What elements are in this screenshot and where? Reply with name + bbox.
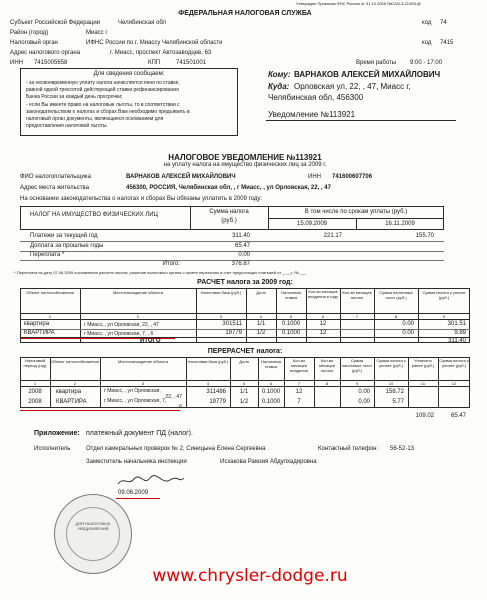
payment-row-sum: 0.00	[238, 252, 250, 258]
recipient-address-line2: Челябинская обл, 456300	[268, 93, 364, 102]
recipient-where-label: Куда:	[268, 82, 290, 91]
calc-col-num: 3	[219, 314, 223, 319]
calc-row-base: 19779	[225, 330, 242, 336]
official-stamp	[54, 494, 132, 574]
recalc-total-due: 65.47	[450, 413, 466, 419]
recalc-col-num: 10	[388, 381, 394, 386]
subject-code: 74	[440, 20, 447, 26]
payment-row-label: Платежи за текущий год	[30, 233, 98, 239]
calc-row-months: 12	[319, 321, 327, 327]
recalc-header: Сумма налога к уплате (руб.)	[376, 358, 406, 368]
recalc-header: Доля	[239, 359, 249, 364]
notice-subtitle: на уплату налога на имущество физических лиц за 2009 г.	[163, 162, 327, 168]
recalc-header: Налоговая ставка	[261, 359, 281, 369]
calc-row-rate: 0.1000	[281, 321, 301, 327]
calc-col-num: 1	[48, 314, 52, 319]
calc-header: Сумма налога к уплате (руб.)	[422, 290, 466, 300]
executor-value: Отдел камеральных проверок № 2, Синицына Елена Сергеевна	[86, 446, 266, 452]
recalc-header: Кол-во месяцев владения	[290, 358, 308, 373]
recalc-row-benefit-sum: 0.00	[358, 399, 370, 405]
fio-label: ФИО налогоплательщика	[20, 174, 91, 180]
recalc-row-rate: 0.1000	[261, 399, 281, 405]
calc-row-share: 1/2	[256, 330, 266, 336]
recalc-row-location: г Миасс, , ул Орловская,	[104, 388, 161, 394]
info-box-title: Для сведения сообщаем:	[93, 71, 165, 77]
recalc-row-benefit-sum: 0.00	[358, 389, 370, 395]
recalc-row-months: 7	[297, 399, 301, 405]
executor-label: Исполнитель	[34, 446, 71, 452]
payment-col-terms: В том числе по срокам уплаты (руб.)	[304, 209, 408, 215]
info-line: Банка России за каждый день просрочки;	[26, 94, 123, 100]
recipient-address-line1: Орловская ул, 22, , 47, Миасс г,	[294, 82, 411, 91]
recalc-row-object: КВАРТИРА	[56, 399, 87, 405]
calc-row-object: КВАРТИРА	[24, 330, 55, 336]
notice-title: НАЛОГОВОЕ УВЕДОМЛЕНИЕ №113921	[168, 153, 322, 162]
stamp-text: ДЛЯ НАЛОГОВЫХ УВЕДОМЛЕНИЙ	[75, 521, 111, 531]
calc-total-label: ИТОГО	[140, 338, 161, 344]
calc-title: РАСЧЕТ налога за 2009 год:	[197, 279, 293, 286]
calc-row-object: квартира	[24, 321, 50, 327]
info-line: - если Вы имеете право на налоговые льготы, то в соответствии с	[26, 102, 180, 108]
payment-row-label: Доплата за прошлые годы	[30, 243, 104, 249]
recalc-total-paid: 109.02	[415, 413, 434, 419]
fio-value: ВАРНАКОВ АЛЕКСЕЙ МИХАЙЛОВИЧ	[126, 174, 236, 180]
signing-date: 09.06.2009	[118, 490, 149, 496]
recalc-header: Кол-во месяцев льготы	[319, 358, 335, 373]
recalc-col-num: 12	[451, 381, 457, 386]
tax-org-code: 7415	[440, 40, 454, 46]
subject-code-label: код	[422, 20, 432, 26]
payment-row-d1: 221.17	[323, 233, 342, 239]
recalc-col-num: 6	[269, 381, 273, 386]
recalc-row-base: 311486	[206, 389, 226, 395]
residence-value: 456300, РОССИЯ, Челябинская обл, , г Миасс, , ул Орловская, 22, , 47	[126, 185, 331, 191]
address-value: г. Миасс, проспект Автозаводцев, 63	[110, 50, 212, 56]
tax-org-code-label: код	[422, 40, 432, 46]
recalc-header: Сумма налога к уплате (руб.)	[439, 358, 469, 368]
agency-title: ФЕДЕРАЛЬНАЯ НАЛОГОВАЯ СЛУЖБА	[178, 10, 312, 17]
kpp-label: КПП	[148, 60, 161, 66]
info-line: предоставления налоговой льготы.	[26, 123, 108, 129]
subject-value: Челябинская обл	[118, 20, 167, 26]
notice-underline	[266, 120, 456, 121]
calc-header: Объект налогообложения	[26, 290, 74, 295]
deputy-label: Заместитель начальника инспекции	[86, 459, 187, 465]
recalc-row-location: 6	[179, 404, 182, 410]
recipient-name: ВАРНАКОВ АЛЕКСЕЙ МИХАЙЛОВИЧ	[294, 70, 441, 79]
payment-col-sum-unit: (руб.)	[221, 218, 237, 224]
taxpayer-inn-value: 741600607706	[332, 174, 373, 180]
recalc-row-location: 22, , 47	[165, 394, 182, 400]
recalc-row-object: квартира	[56, 389, 82, 395]
recalc-col-num: 8	[325, 381, 329, 386]
subject-label: Субъект Российской Федерации	[10, 20, 101, 26]
recalc-row-year: 2008	[28, 399, 42, 405]
attachment-label: Приложение:	[34, 430, 80, 437]
calc-row-location: г Миасс, , ул Орловская, 7, , 6	[84, 331, 154, 337]
payment-row-sum: 311.40	[232, 233, 250, 239]
calc-header: Местонахождение объекта	[112, 290, 164, 295]
payment-total-label: Итого:	[162, 261, 180, 267]
calc-col-num: 6	[321, 314, 325, 319]
district-label: Район (город)	[10, 30, 49, 36]
red-underline	[20, 410, 180, 411]
taxpayer-inn-label: ИНН	[308, 174, 321, 180]
recalc-header: Налоговая база (руб.)	[187, 359, 229, 364]
recalc-row-rate: 0.1000	[261, 389, 281, 395]
inn-value: 7415005658	[34, 60, 68, 66]
tax-org-value: ИФНС России по г. Миассу Челябинской области	[86, 40, 223, 46]
recalc-col-num: 9	[355, 381, 359, 386]
watermark-url: www.chrysler-dodge.ru	[152, 566, 348, 586]
phone-label: Контактный телефон:	[318, 446, 379, 452]
district-value: Миасс г	[86, 30, 108, 36]
basis-text: На основании законодательства о налогах и сборах Вы обязаны уплатить в 2009 году:	[20, 196, 263, 202]
recalc-header: Объект налогообложения	[51, 359, 99, 364]
payment-date-2: 16.11.2009	[385, 221, 415, 227]
attachment-value: платежный документ ПД (налог).	[86, 430, 193, 437]
calc-row-tax: 9.89	[454, 330, 466, 336]
recalc-col-num: 2	[73, 381, 77, 386]
residence-label: Адрес места жительства	[20, 185, 90, 191]
calc-total-value: 311.40	[448, 338, 466, 344]
recalc-row-base: 19779	[209, 399, 226, 405]
deputy-value: Исхакова Рамзия Абдулхадировна	[220, 459, 317, 465]
recalc-col-num: 11	[420, 381, 426, 386]
recalc-col-num: 3	[141, 381, 145, 386]
red-underline	[116, 498, 160, 499]
calc-col-num: 9	[442, 314, 446, 319]
work-hours-label: Время работы	[356, 60, 397, 66]
payment-row-d2: 155.70	[415, 233, 434, 239]
calc-header: Кол-во месяцев владения в году	[308, 289, 338, 299]
address-label: Адрес налогового органа	[10, 50, 81, 56]
recalc-col-num: 4	[206, 381, 210, 386]
calc-row-base: 301511	[222, 321, 242, 327]
calc-col-num: 8	[394, 314, 398, 319]
recalc-header: Уплачено ранее (руб.)	[411, 358, 435, 368]
calc-row-rate: 0.1000	[281, 330, 301, 336]
signature-image	[116, 474, 186, 488]
info-line: равной одной трехсотой действующей ставки рефинансирования	[26, 87, 179, 93]
info-line: законодательством о налогах и сборах Вам необходимо предъявить в	[26, 109, 190, 115]
calc-col-num: 5	[289, 314, 293, 319]
calc-row-benefit-sum: 0.00	[402, 330, 414, 336]
calc-header: Налоговая база (руб.)	[200, 290, 242, 295]
info-line: налоговый орган документы, являющиеся основанием для	[26, 116, 164, 122]
recalc-row-share: 1/1	[239, 389, 249, 395]
notice-number-label: Уведомление №113921	[268, 110, 356, 119]
calc-header: Кол-во месяцев льготы	[342, 290, 372, 300]
recalc-row-tax: 5.77	[392, 399, 404, 405]
calc-row-months: 12	[319, 330, 327, 336]
recalc-row-year: 2008	[28, 389, 42, 395]
recalc-row-share: 1/2	[239, 399, 249, 405]
recalc-col-num: 7	[297, 381, 301, 386]
recalc-row-months: 12	[295, 389, 303, 395]
payment-col-tax: НАЛОГ НА ИМУЩЕСТВО ФИЗИЧЕСКИХ ЛИЦ	[30, 212, 158, 218]
inn-label: ИНН	[10, 60, 23, 66]
payment-row-sum: 65.47	[234, 243, 250, 249]
recalc-row-tax: 158.72	[385, 389, 404, 395]
recipient-to-label: Кому:	[268, 70, 291, 79]
payment-row-label: Переплата *	[30, 252, 65, 258]
calc-header: Налоговая ставка	[281, 290, 301, 300]
recalc-header: Сумма налоговых льгот (руб.)	[341, 358, 373, 373]
calc-row-tax: 301.51	[447, 321, 466, 327]
recalc-row-location: г Миасс, , ул Орловская, 7,	[104, 398, 167, 404]
calc-header: Доля	[256, 290, 266, 295]
recalc-col-num: 1	[33, 381, 37, 386]
calc-col-num: 7	[355, 314, 359, 319]
work-hours-value: 9:00 - 17:00	[410, 60, 443, 66]
calc-col-num: 4	[259, 314, 263, 319]
recalc-col-num: 5	[242, 381, 246, 386]
tax-org-label: Налоговый орган	[10, 40, 58, 46]
calc-row-benefit-sum: 0.00	[402, 321, 414, 327]
phone-value: 56-52-13	[390, 446, 415, 452]
calc-header: Сумма налоговых льгот (руб.)	[379, 290, 413, 300]
payment-total-sum: 376.87	[231, 261, 250, 267]
calc-row-share: 1/1	[256, 321, 266, 327]
calc-col-num: 2	[136, 314, 140, 319]
overpayment-footnote: *-Переплата на дату 07.06.2009 составления расчета налога; решение налогового органа о зачете переплаты в счет предстоящих платежей от ____г. № ___	[14, 270, 307, 275]
approval-note: Утвержден Приказом ФНС России от 31.10.2005 №САЭ-3-21/551@	[296, 1, 421, 6]
recalc-header: Местонахождение объекта	[117, 359, 169, 364]
calc-row-location: г Миасс, , ул Орловская, 22, , 47	[84, 322, 159, 328]
info-line: - за несвоевременную уплату налога начисляется пеня по ставке,	[26, 80, 180, 86]
recalc-header: Налоговый период (год)	[23, 358, 47, 368]
recalc-title: ПЕРЕРАСЧЕТ налога:	[207, 348, 283, 355]
kpp-value: 741501001	[176, 60, 207, 66]
payment-date-1: 15.09.2009	[296, 221, 328, 227]
payment-col-sum: Сумма налога	[209, 209, 249, 215]
